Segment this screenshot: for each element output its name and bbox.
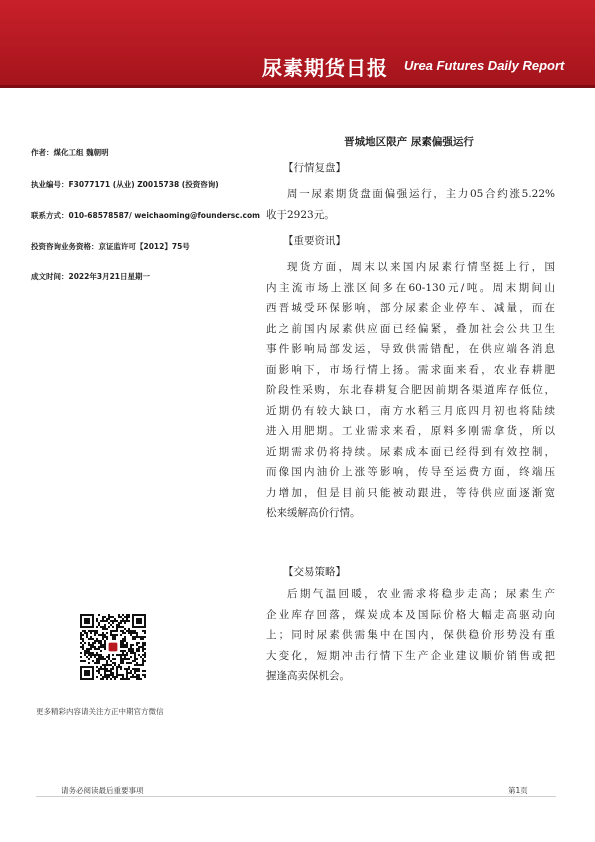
- contact-row: [31, 210, 260, 221]
- contact-label: 联系方式：: [31, 211, 69, 220]
- author-row: [31, 147, 109, 158]
- text-line: 面影响下，市场行情上扬。需求面来看，农业春耕肥: [266, 363, 555, 376]
- qualification-row: [31, 241, 190, 252]
- qr-caption: 更多精彩内容请关注方正中期官方微信: [36, 707, 164, 716]
- paragraph-strategy: [266, 584, 555, 687]
- license-row: [31, 179, 219, 190]
- text-line: 企业库存回落，煤炭成本及国际价格大幅走高驱动向: [266, 608, 555, 621]
- date-row: [31, 271, 150, 282]
- date-label: 成文时间：: [31, 272, 69, 281]
- footer-disclaimer: 请务必阅读最后重要事项: [61, 786, 144, 795]
- report-title-zh: 尿素期货日报: [262, 56, 388, 80]
- section-heading-news: 【重要资讯】: [283, 235, 346, 247]
- text-line: 松来缓解高价行情。: [266, 507, 361, 519]
- text-line: 内主流市场上涨区间多在60-130元/吨。周末期间山: [266, 281, 555, 294]
- page-number: 第1页: [508, 786, 528, 795]
- text-line: 握逢高卖保机会。: [266, 670, 350, 682]
- text-line: 近期仍有较大缺口，南方水稻三月底四月初也将陆续: [266, 404, 555, 417]
- date-value: 2022年3月21日星期一: [68, 272, 151, 281]
- header-stripe: [0, 85, 595, 88]
- qualification-label: 投资咨询业务资格：: [31, 242, 99, 251]
- text-line: 西晋城受环保影响，部分尿素企业停车、减量，而在: [266, 302, 555, 314]
- report-title-en: Urea Futures Daily Report: [404, 58, 565, 73]
- contact-value[interactable]: 010-68578587/ weichaoming@foundersc.com: [68, 211, 260, 220]
- license-value: F3077171 (从业) Z0015738 (投资咨询): [68, 180, 219, 189]
- text-line: 进入用肥期。工业需求来看，原料多刚需拿货，所以: [266, 425, 555, 437]
- text-line: 上；同时尿素供需集中在国内，保供稳价形势没有重: [266, 629, 555, 641]
- paragraph-news: [266, 257, 555, 524]
- text-line: 收于2923元。: [266, 208, 335, 221]
- qr-code-graphic: [80, 614, 146, 680]
- text-line: 大变化，短期冲击行情下生产企业建议顺价销售或把: [266, 649, 555, 662]
- author-label: 作者：: [31, 148, 54, 157]
- article-title: 晋城地区限产 尿素偏强运行: [344, 136, 474, 148]
- footer-divider: [36, 796, 556, 797]
- author-value: 煤化工组 魏朝明: [53, 148, 109, 157]
- license-label: 执业编号：: [31, 180, 69, 189]
- text-line: 而像国内油价上涨等影响，传导至运费方面，终端压: [266, 466, 555, 478]
- text-line: 事件影响局部发运，导致供需错配，在供应端各消息: [266, 343, 555, 355]
- qr-code-icon[interactable]: [80, 614, 146, 680]
- text-line: 周一尿素期货盘面偏强运行，主力05合约涨5.22%: [287, 188, 555, 200]
- paragraph-market-review: [266, 184, 555, 225]
- text-line: 此之前国内尿素供应面已经偏紧，叠加社会公共卫生: [266, 322, 555, 335]
- qualification-value: 京证监许可【2012】75号: [98, 242, 190, 251]
- section-heading-strategy: 【交易策略】: [283, 566, 346, 578]
- section-heading-market-review: 【行情复盘】: [283, 162, 346, 174]
- text-line: 后期气温回暖，农业需求将稳步走高；尿素生产: [287, 588, 555, 600]
- text-line: 现货方面，周末以来国内尿素行情坚挺上行，国: [287, 261, 555, 273]
- text-line: 阶段性采购，东北春耕复合肥因前期各渠道库存低位，: [266, 384, 555, 396]
- text-line: 力增加，但是目前只能被动跟进，等待供应面逐渐宽: [266, 486, 555, 499]
- text-line: 近期需求仍将持续。尿素成本面已经得到有效控制，: [266, 445, 555, 458]
